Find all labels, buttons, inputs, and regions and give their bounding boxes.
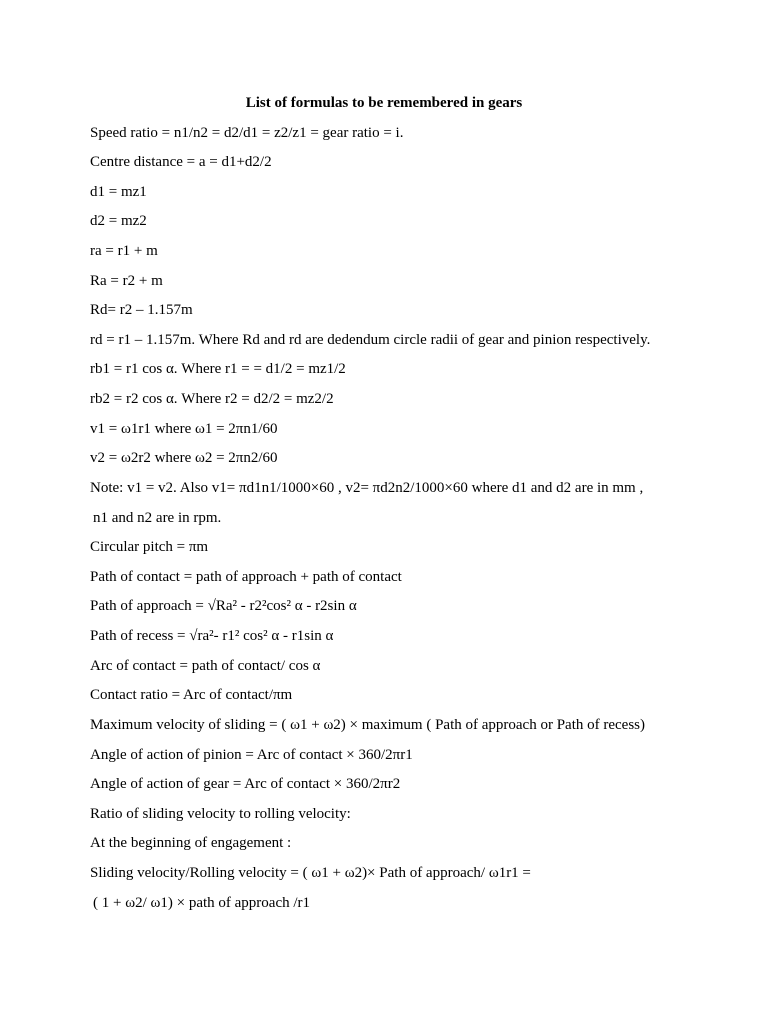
formula-angle-action-pinion: Angle of action of pinion = Arc of contact × 360/2πr1 (90, 747, 413, 763)
formula-path-of-approach: Path of approach = √Ra² - r2²cos² α - r2sin α (90, 598, 357, 614)
formula-speed-ratio: Speed ratio = n1/n2 = d2/d1 = z2/z1 = gear ratio = i. (90, 125, 404, 141)
formula-v1: v1 = ω1r1 where ω1 = 2πn1/60 (90, 421, 278, 437)
formula-rb2: rb2 = r2 cos α. Where r2 = d2/2 = mz2/2 (90, 391, 334, 407)
formula-contact-ratio: Contact ratio = Arc of contact/πm (90, 687, 293, 703)
formula-circular-pitch: Circular pitch = πm (90, 539, 209, 555)
formula-sliding-rolling: Sliding velocity/Rolling velocity = ( ω1 + ω2)× Path of approach/ ω1r1 = (90, 865, 531, 881)
heading-sliding-rolling-ratio: Ratio of sliding velocity to rolling velocity: (90, 806, 351, 822)
formula-centre-distance: Centre distance = a = d1+d2/2 (90, 154, 272, 170)
formula-d1: d1 = mz1 (90, 184, 147, 200)
formula-angle-action-gear: Angle of action of gear = Arc of contact × 360/2πr2 (90, 776, 401, 792)
formula-rb1: rb1 = r1 cos α. Where r1 = = d1/2 = mz1/2 (90, 361, 346, 377)
heading-beginning-engagement: At the beginning of engagement : (90, 835, 292, 851)
note-velocity: Note: v1 = v2. Also v1= πd1n1/1000×60 , v2= πd2n2/1000×60 where d1 and d2 are in mm , (90, 480, 644, 496)
formula-v2: v2 = ω2r2 where ω2 = 2πn2/60 (90, 450, 278, 466)
formula-arc-of-contact: Arc of contact = path of contact/ cos α (90, 658, 321, 674)
formula-path-of-recess: Path of recess = √ra²- r1² cos² α - r1sin α (90, 628, 334, 644)
formula-Rd: Rd= r2 – 1.157m (90, 302, 193, 318)
formula-path-of-contact: Path of contact = path of approach + path of contact (90, 569, 402, 585)
formula-rd: rd = r1 – 1.157m. Where Rd and rd are dedendum circle radii of gear and pinion respectively. (90, 332, 651, 348)
formula-Ra: Ra = r2 + m (90, 273, 163, 289)
formula-max-sliding-velocity: Maximum velocity of sliding = ( ω1 + ω2) × maximum ( Path of approach or Path of recess) (90, 717, 646, 733)
formula-ra: ra = r1 + m (90, 243, 158, 259)
document-title: List of formulas to be remembered in gears (245, 95, 523, 111)
formula-sliding-rolling-simplified: ( 1 + ω2/ ω1) × path of approach /r1 (93, 895, 311, 911)
note-rpm: n1 and n2 are in rpm. (93, 510, 222, 526)
formula-d2: d2 = mz2 (90, 213, 147, 229)
